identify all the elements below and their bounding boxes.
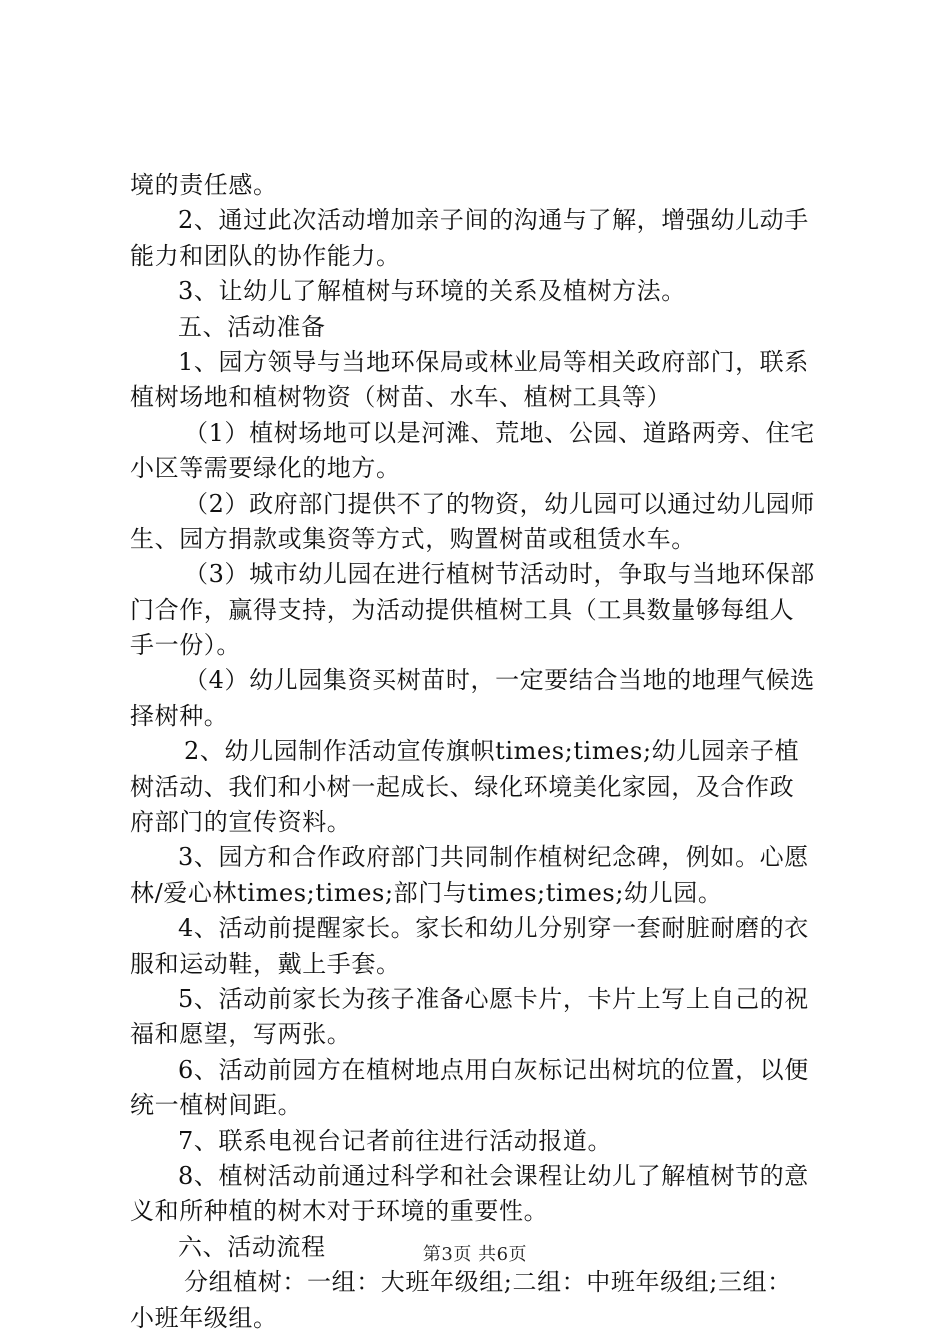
text-line: 福和愿望，写两张。 xyxy=(130,1020,352,1049)
text-line: 5、活动前家长为孩子准备心愿卡片，卡片上写上自己的祝 xyxy=(178,984,809,1013)
text-line: 五、活动准备 xyxy=(178,312,326,341)
text-line: （2）政府部门提供不了的物资，幼儿园可以通过幼儿园师 xyxy=(184,489,815,518)
text-line: 2、通过此次活动增加亲子间的沟通与了解，增强幼儿动手 xyxy=(178,206,809,235)
text-line: 小区等需要绿化的地方。 xyxy=(130,454,401,483)
text-line: 树活动、我们和小树一起成长、绿化环境美化家园，及合作政 xyxy=(130,772,795,801)
text-line: 林/爱心林times;times;部门与times;times;幼儿园。 xyxy=(130,878,723,907)
text-line: （1）植树场地可以是河滩、荒地、公园、道路两旁、住宅 xyxy=(184,418,815,447)
text-line: 分组植树：一组：大班年级组;二组：中班年级组;三组： xyxy=(184,1268,792,1297)
text-line: 4、活动前提醒家长。家长和幼儿分别穿一套耐脏耐磨的衣 xyxy=(178,914,809,943)
text-line: 择树种。 xyxy=(130,701,229,730)
text-line: 3、让幼儿了解植树与环境的关系及植树方法。 xyxy=(178,277,686,306)
text-line: 3、园方和合作政府部门共同制作植树纪念碑，例如。心愿 xyxy=(178,843,809,872)
page-footer: 第3页 共6页 xyxy=(422,1244,528,1265)
text-line: （3）城市幼儿园在进行植树节活动时，争取与当地环保部 xyxy=(184,560,815,589)
text-line: 府部门的宣传资料。 xyxy=(130,808,352,837)
text-line: 六、活动流程 xyxy=(178,1232,326,1261)
text-line: 植树场地和植树物资（树苗、水车、植树工具等） xyxy=(130,383,672,412)
text-line: 能力和团队的协作能力。 xyxy=(130,241,401,270)
text-line: 境的责任感。 xyxy=(130,171,278,199)
text-line: 6、活动前园方在植树地点用白灰标记出树坑的位置，以便 xyxy=(178,1055,809,1084)
text-line: 义和所种植的树木对于环境的重要性。 xyxy=(130,1197,549,1226)
text-line: 服和运动鞋，戴上手套。 xyxy=(130,949,401,978)
text-line: 2、幼儿园制作活动宣传旗帜times;times;幼儿园亲子植 xyxy=(184,737,800,766)
text-line: 统一植树间距。 xyxy=(130,1091,303,1120)
text-line: 门合作，赢得支持，为活动提供植树工具（工具数量够每组人 xyxy=(130,595,795,624)
text-line: 小班年级组。 xyxy=(130,1303,278,1332)
text-line: 生、园方捐款或集资等方式，购置树苗或租赁水车。 xyxy=(130,524,696,553)
document-body xyxy=(130,168,830,1336)
text-line: 手一份）。 xyxy=(130,631,241,660)
text-line: 8、植树活动前通过科学和社会课程让幼儿了解植树节的意 xyxy=(178,1161,809,1190)
text-line: 1、园方领导与当地环保局或林业局等相关政府部门，联系 xyxy=(178,347,809,376)
text-line: 7、联系电视台记者前往进行活动报道。 xyxy=(178,1126,613,1155)
text-line: （4）幼儿园集资买树苗时，一定要结合当地的地理气候选 xyxy=(184,666,815,695)
